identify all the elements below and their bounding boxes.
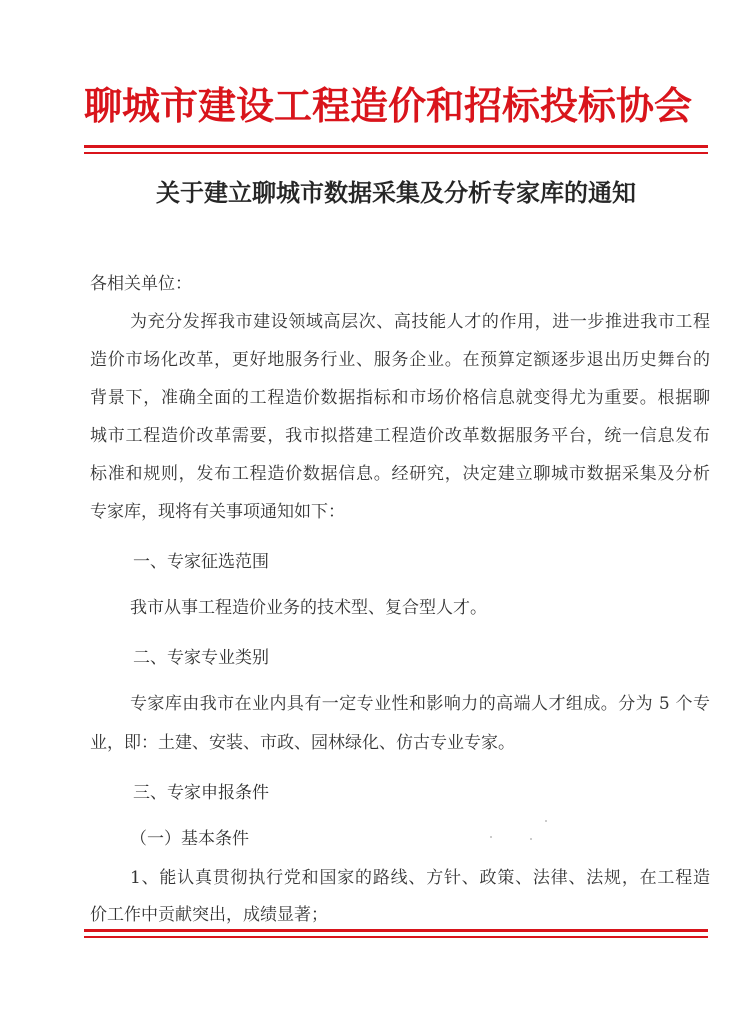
requirement-line: 1、能认真贯彻执行党和国家的路线、方针、政策、法律、法规，在工程造 (130, 868, 710, 888)
subheading-basic-conditions: （一）基本条件 (130, 829, 249, 849)
scan-speck (545, 820, 547, 822)
header-rule-thin (84, 152, 708, 154)
categories-line: 业，即：土建、安装、市政、园林绿化、仿古专业专家。 (90, 733, 515, 753)
notice-title: 关于建立聊城市数据采集及分析专家库的通知 (156, 179, 636, 207)
footer-rule-thick (84, 929, 708, 932)
requirement-line: 价工作中贡献突出，成绩显著； (90, 905, 328, 925)
categories-line: 专家库由我市在业内具有一定专业性和影响力的高端人才组成。分为 5 个专 (130, 694, 710, 714)
header-rule-thick (84, 145, 708, 148)
section-heading-categories: 二、专家专业类别 (133, 648, 269, 668)
intro-line: 城市工程造价改革需要，我市拟搭建工程造价改革数据服务平台，统一信息发布 (90, 426, 710, 446)
intro-line: 背景下，准确全面的工程造价数据指标和市场价格信息就变得尤为重要。根据聊 (90, 388, 710, 408)
salutation: 各相关单位： (90, 274, 192, 294)
org-header-title: 聊城市建设工程造价和招标投标协会 (84, 84, 693, 128)
intro-line: 造价市场化改革，更好地服务行业、服务企业。在预算定额逐步退出历史舞台的 (90, 350, 710, 370)
footer-rule-thin (84, 936, 708, 938)
intro-line: 标准和规则，发布工程造价数据信息。经研究，决定建立聊城市数据采集及分析 (90, 464, 710, 484)
section-body-scope: 我市从事工程造价业务的技术型、复合型人才。 (130, 598, 487, 618)
intro-line: 为充分发挥我市建设领域高层次、高技能人才的作用，进一步推进我市工程 (130, 312, 710, 332)
section-heading-requirements: 三、专家申报条件 (133, 783, 269, 803)
section-heading-scope: 一、专家征选范围 (133, 552, 269, 572)
intro-line: 专家库，现将有关事项通知如下： (90, 502, 345, 522)
scan-speck (530, 838, 532, 840)
scan-speck (490, 836, 492, 838)
